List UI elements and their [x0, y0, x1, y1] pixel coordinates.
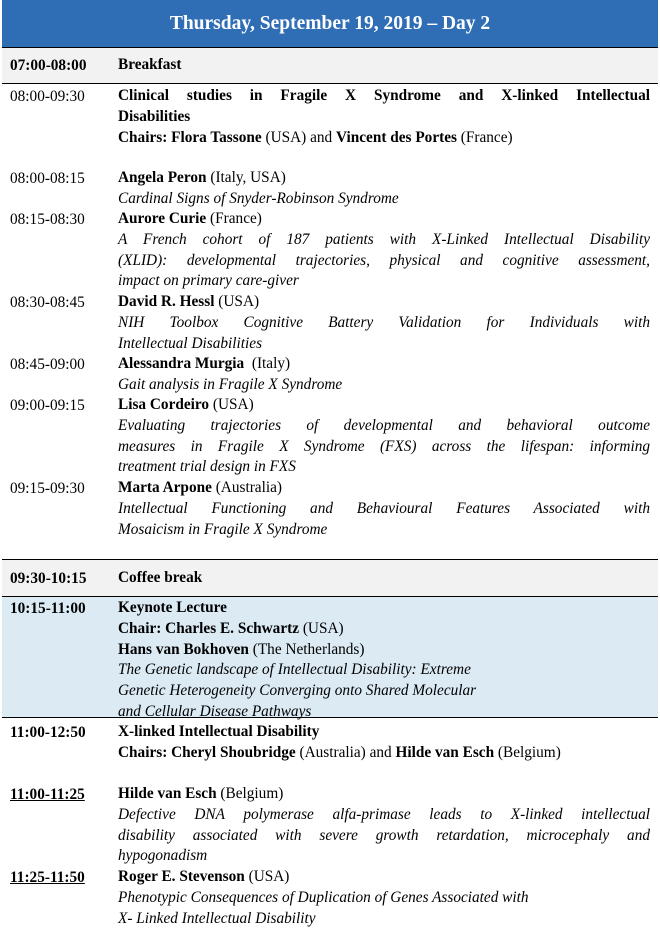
talk-title: The Genetic landscape of Intellectual Disability: Extreme — [118, 661, 471, 679]
break-label: Breakfast — [118, 56, 182, 73]
time-slot: 11:00-12:50 — [10, 724, 86, 741]
talk-title: treatment trial design in FXS — [118, 458, 296, 476]
talk-title: and Cellular Disease Pathways — [118, 702, 312, 720]
speaker: Hilde van Esch (Belgium) — [118, 785, 284, 802]
time-slot: 09:00-09:15 — [10, 397, 85, 414]
talk-title: X- Linked Intellectual Disability — [118, 909, 316, 927]
speaker: Angela Peron (Italy, USA) — [118, 169, 286, 186]
talk-title: Phenotypic Consequences of Duplication of Genes Associated with — [118, 888, 529, 906]
talk-title: Genetic Heterogeneity Converging onto Shared Molecular — [118, 682, 477, 700]
divider — [2, 559, 658, 560]
time-slot: 09:30-10:15 — [10, 570, 87, 587]
keynote-title: Keynote Lecture — [118, 599, 227, 616]
divider — [2, 596, 658, 597]
session-chairs: Chairs: Cheryl Shoubridge (Australia) and Hilde van Esch (Belgium) — [118, 743, 561, 761]
speaker: Marta Arpone (Australia) — [118, 479, 282, 496]
time-slot: 08:30-08:45 — [10, 294, 85, 311]
break-label: Coffee break — [118, 569, 203, 586]
divider — [2, 47, 658, 48]
talk-title: Cardinal Signs of Snyder-Robinson Syndrome — [118, 189, 399, 207]
session-title: Disabilities — [118, 107, 191, 125]
session-title: X-linked Intellectual Disability — [118, 723, 320, 740]
talk-title: impact on primary care-giver — [118, 272, 299, 290]
speaker: Roger E. Stevenson (USA) — [118, 868, 290, 885]
session-title: Clinical studies in Fragile X Syndrome and X-linked Intellectual — [118, 87, 650, 104]
talk-title: Evaluating trajectories of developmental and behavioral outcome — [118, 416, 650, 434]
time-slot: 07:00-08:00 — [10, 57, 87, 74]
speaker: David R. Hessl (USA) — [118, 293, 260, 310]
talk-title: Mosaicism in Fragile X Syndrome — [118, 520, 328, 538]
session-chairs: Chairs: Flora Tassone (USA) and Vincent des Portes (France) — [118, 128, 513, 146]
talk-title: measures in Fragile X Syndrome (FXS) across the lifespan: informing — [118, 437, 650, 455]
divider — [2, 83, 658, 84]
talk-title: A French cohort of 187 patients with X-Linked Intellectual Disability — [118, 230, 650, 248]
time-slot: 08:00-08:15 — [10, 170, 85, 187]
keynote-chair: Chair: Charles E. Schwartz (USA) — [118, 619, 344, 637]
speaker: Hans van Bokhoven (The Netherlands) — [118, 640, 365, 658]
time-slot: 08:15-08:30 — [10, 211, 85, 228]
time-slot: 11:25-11:50 — [10, 869, 85, 886]
talk-title: NIH Toolbox Cognitive Battery Validation for Individuals with — [118, 313, 650, 331]
speaker: Lisa Cordeiro (USA) — [118, 396, 254, 413]
time-slot: 08:45-09:00 — [10, 356, 85, 373]
time-slot: 11:00-11:25 — [10, 786, 85, 803]
talk-title: hypogonadism — [118, 847, 208, 865]
day-header — [2, 0, 658, 47]
speaker: Aurore Curie (France) — [118, 210, 262, 227]
time-slot: 08:00-09:30 — [10, 88, 85, 105]
talk-title: Gait analysis in Fragile X Syndrome — [118, 375, 343, 393]
time-slot: 10:15-11:00 — [10, 600, 86, 617]
talk-title: disability associated with severe growth retardation, microcephaly and — [118, 826, 650, 844]
talk-title: (XLID): developmental trajectories, physical and cognitive assessment, — [118, 251, 650, 269]
time-slot: 09:15-09:30 — [10, 480, 85, 497]
talk-title: Defective DNA polymerase alfa-primase leads to X-linked intellectual — [118, 805, 650, 823]
talk-title: Intellectual Functioning and Behavioural Features Associated with — [118, 499, 650, 517]
day-title: Thursday, September 19, 2019 – Day 2 — [169, 12, 491, 34]
talk-title: Intellectual Disabilities — [118, 334, 263, 352]
speaker: Alessandra Murgia (Italy) — [118, 355, 291, 372]
